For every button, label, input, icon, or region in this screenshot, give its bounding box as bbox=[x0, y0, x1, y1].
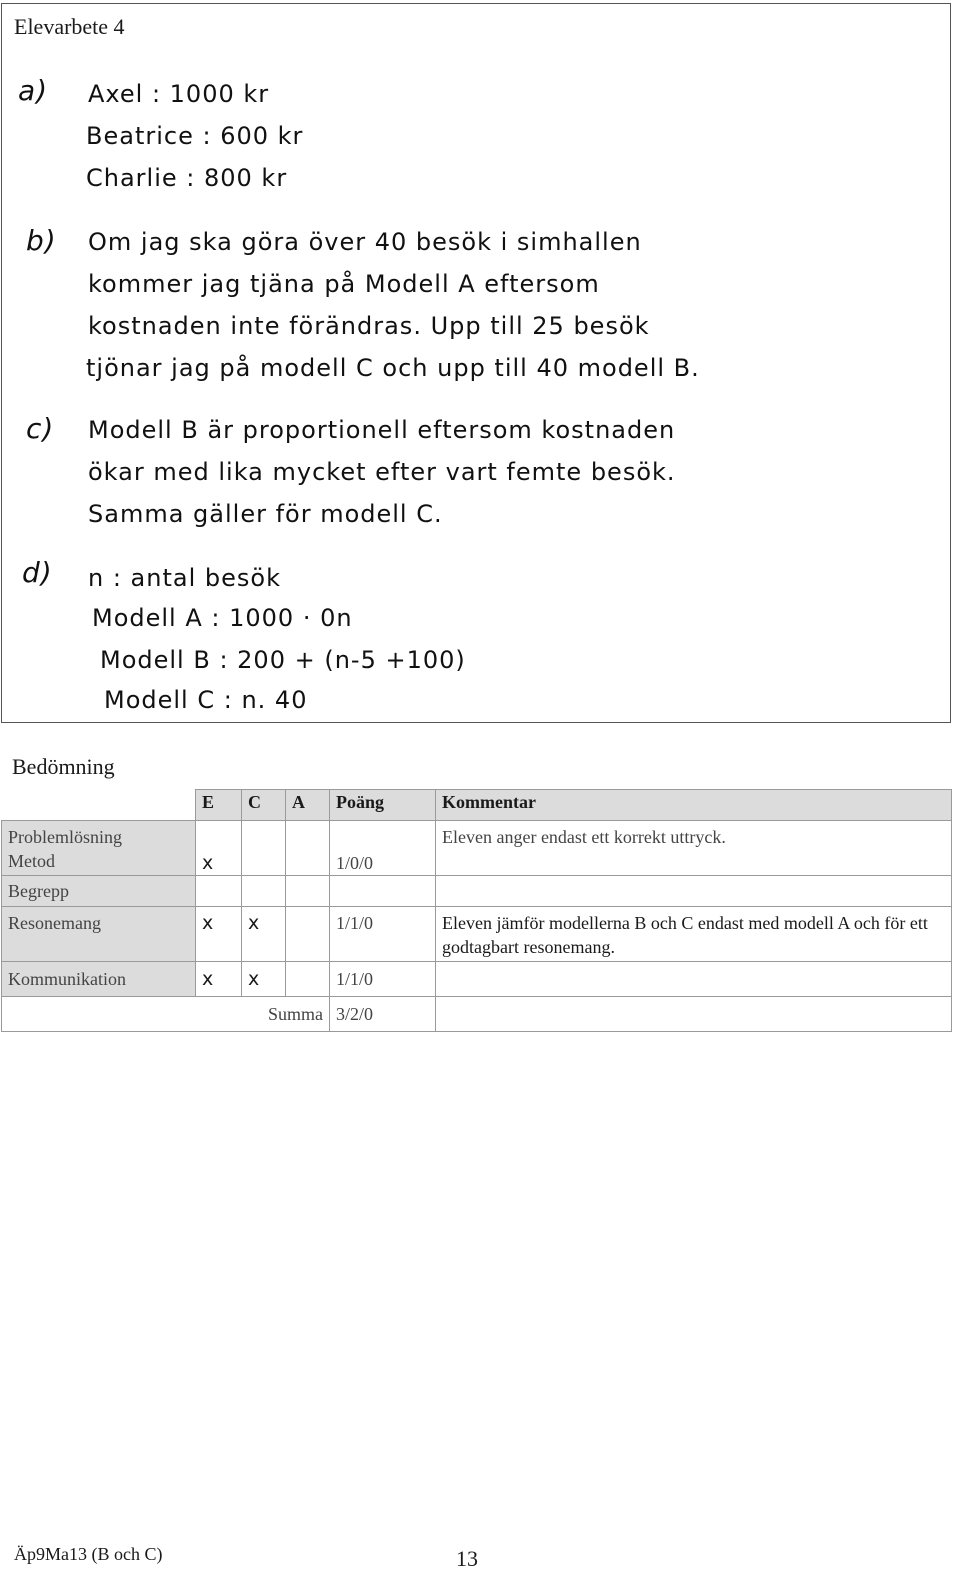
label-kommunikation: Kommunikation bbox=[2, 962, 196, 997]
kommunikation-comment bbox=[436, 962, 952, 997]
resonemang-points: 1/1/0 bbox=[330, 907, 436, 962]
answer-c-line-2: ökar med lika mycket efter vart femte besök. bbox=[88, 458, 676, 486]
assessment-header-row bbox=[2, 790, 952, 821]
header-points: Poäng bbox=[330, 790, 436, 821]
resonemang-comment: Eleven jämför modellerna B och C endast med modell A och för ett godtagbart resonemang. bbox=[436, 907, 952, 962]
metod-c bbox=[242, 821, 286, 876]
row-kommunikation bbox=[2, 962, 952, 997]
label-problemlosning: Problemlösning bbox=[8, 827, 123, 847]
summa-blank bbox=[2, 997, 196, 1032]
handwritten-solution bbox=[2, 4, 952, 724]
header-comment: Kommentar bbox=[436, 790, 952, 821]
sum-comment bbox=[436, 997, 952, 1032]
answer-a-line-3: Charlie : 800 kr bbox=[86, 164, 288, 192]
kommunikation-c: x bbox=[242, 962, 286, 997]
student-work-box bbox=[1, 3, 951, 723]
sum-points: 3/2/0 bbox=[330, 997, 436, 1032]
label-a: a) bbox=[18, 74, 49, 107]
answer-c-line-3: Samma gäller för modell C. bbox=[88, 500, 443, 528]
row-summa bbox=[2, 997, 952, 1032]
criteria-problemlosning-metod bbox=[2, 821, 196, 876]
answer-c-line-1: Modell B är proportionell eftersom kostnaden bbox=[88, 416, 676, 444]
begrepp-a bbox=[286, 876, 330, 907]
sum-label: Summa bbox=[196, 997, 330, 1032]
answer-b-line-3: kostnaden inte förändras. Upp till 25 besök bbox=[88, 312, 650, 340]
answer-b-line-1: Om jag ska göra över 40 besök i simhallen bbox=[88, 228, 642, 256]
resonemang-e: x bbox=[196, 907, 242, 962]
label-c: c) bbox=[26, 412, 55, 445]
metod-a bbox=[286, 821, 330, 876]
answer-d-line-2: Modell A : 1000 · 0n bbox=[92, 604, 353, 632]
kommunikation-e: x bbox=[196, 962, 242, 997]
answer-b-line-4: tjönar jag på modell C och upp till 40 modell B. bbox=[86, 354, 700, 382]
begrepp-e bbox=[196, 876, 242, 907]
label-b: b) bbox=[26, 224, 57, 257]
answer-b-line-2: kommer jag tjäna på Modell A eftersom bbox=[88, 270, 600, 298]
kommunikation-points: 1/1/0 bbox=[330, 962, 436, 997]
label-begrepp: Begrepp bbox=[2, 876, 196, 907]
header-a: A bbox=[286, 790, 330, 821]
answer-a-line-2: Beatrice : 600 kr bbox=[86, 122, 304, 150]
begrepp-comment bbox=[436, 876, 952, 907]
answer-a-line-1: Axel : 1000 kr bbox=[88, 80, 270, 108]
answer-d-line-3: Modell B : 200 + (n-5 +100) bbox=[100, 646, 466, 674]
metod-e: x bbox=[196, 821, 242, 876]
answer-d-line-4: Modell C : n. 40 bbox=[104, 686, 308, 714]
header-blank bbox=[2, 790, 196, 821]
assessment-table bbox=[1, 789, 952, 1032]
page-number: 13 bbox=[456, 1546, 478, 1571]
box-title: Elevarbete 4 bbox=[14, 14, 125, 39]
label-resonemang: Resonemang bbox=[2, 907, 196, 962]
answer-d-line-1: n : antal besök bbox=[88, 564, 281, 592]
label-metod: Metod bbox=[8, 851, 55, 871]
kommunikation-a bbox=[286, 962, 330, 997]
row-begrepp bbox=[2, 876, 952, 907]
metod-comment: Eleven anger endast ett korrekt uttryck. bbox=[436, 821, 952, 876]
footer-document-code: Äp9Ma13 (B och C) bbox=[14, 1544, 163, 1564]
row-problemlosning-metod bbox=[2, 821, 952, 876]
assessment-title: Bedömning bbox=[12, 754, 115, 779]
header-c: C bbox=[242, 790, 286, 821]
resonemang-a bbox=[286, 907, 330, 962]
resonemang-c: x bbox=[242, 907, 286, 962]
begrepp-c bbox=[242, 876, 286, 907]
header-e: E bbox=[196, 790, 242, 821]
row-resonemang bbox=[2, 907, 952, 962]
metod-points: 1/0/0 bbox=[330, 821, 436, 876]
label-d: d) bbox=[22, 556, 53, 589]
begrepp-points bbox=[330, 876, 436, 907]
